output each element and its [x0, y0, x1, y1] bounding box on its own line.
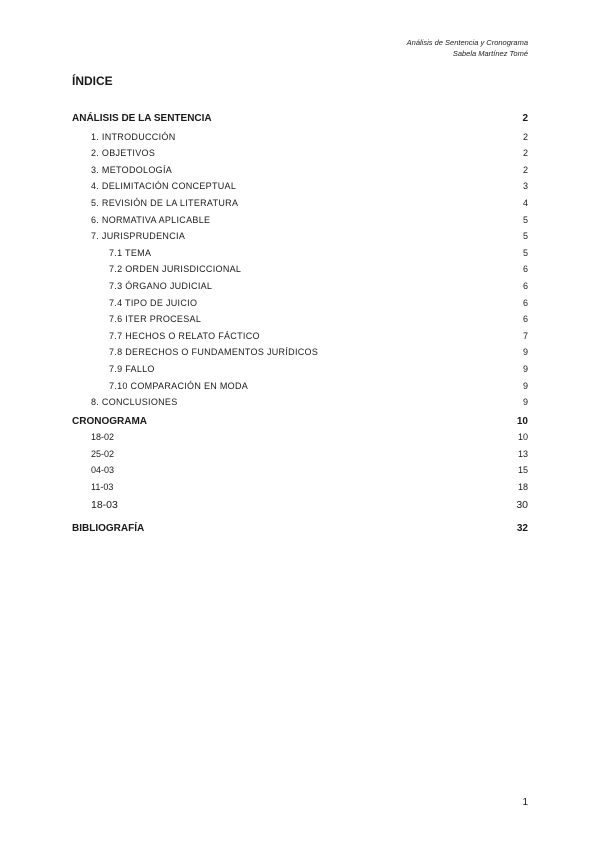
toc-entry-bibliografia[interactable] — [72, 523, 528, 540]
toc-page: 9 — [522, 347, 528, 358]
toc-entry[interactable] — [72, 449, 528, 466]
toc-label: 7.2 ORDEN JURISDICCIONAL — [109, 264, 242, 275]
running-header — [407, 37, 528, 59]
page-number: 1 — [522, 797, 528, 808]
toc-page: 18 — [517, 482, 528, 493]
toc-label: 18-02 — [91, 432, 115, 443]
toc-label: ANÁLISIS DE LA SENTENCIA — [72, 113, 212, 124]
toc-entry[interactable] — [72, 198, 528, 215]
toc-label: 7.1 TEMA — [109, 247, 152, 258]
table-of-contents — [72, 113, 528, 540]
toc-entry-conclusiones[interactable] — [72, 397, 528, 414]
toc-entry[interactable] — [72, 148, 528, 165]
header-author: Sabela Martínez Tomé — [452, 49, 528, 58]
toc-page: 3 — [522, 181, 528, 192]
toc-label: 7.10 COMPARACIÓN EN MODA — [109, 380, 249, 391]
toc-entry[interactable] — [72, 281, 528, 298]
toc-label: 7.4 TIPO DE JUICIO — [109, 297, 198, 308]
toc-page: 2 — [522, 131, 528, 142]
toc-label: 7.7 HECHOS O RELATO FÁCTICO — [109, 330, 260, 341]
toc-label: 8. CONCLUSIONES — [91, 397, 178, 408]
toc-entry[interactable] — [72, 231, 528, 248]
toc-page: 5 — [522, 231, 528, 242]
toc-page: 2 — [522, 113, 528, 124]
toc-page: 6 — [522, 264, 528, 275]
toc-page: 9 — [522, 397, 528, 408]
toc-page: 10 — [516, 415, 528, 427]
toc-entry[interactable] — [72, 215, 528, 232]
toc-entry[interactable] — [72, 132, 528, 149]
toc-entry-cronograma[interactable] — [72, 416, 528, 433]
toc-label: CRONOGRAMA — [72, 415, 147, 427]
toc-label: BIBLIOGRAFÍA — [72, 523, 145, 535]
toc-label: 04-03 — [91, 465, 115, 476]
toc-page: 4 — [522, 197, 528, 208]
toc-label: 25-02 — [91, 448, 115, 459]
toc-page: 9 — [522, 380, 528, 391]
toc-label: 7.3 ÓRGANO JUDICIAL — [109, 280, 213, 291]
toc-entry[interactable] — [72, 314, 528, 331]
page-title: ÍNDICE — [72, 74, 113, 88]
toc-label: 2. OBJETIVOS — [91, 148, 156, 159]
toc-page: 5 — [522, 214, 528, 225]
toc-page: 6 — [522, 297, 528, 308]
toc-page: 6 — [522, 280, 528, 291]
toc-page: 2 — [522, 164, 528, 175]
header-title: Análisis de Sentencia y Cronograma — [406, 38, 528, 47]
toc-page: 15 — [517, 465, 528, 476]
toc-entry[interactable] — [72, 181, 528, 198]
toc-label: 1. INTRODUCCIÓN — [91, 131, 176, 142]
toc-entry[interactable] — [72, 248, 528, 265]
toc-page: 13 — [517, 448, 528, 459]
toc-entry[interactable] — [72, 482, 528, 499]
toc-page: 9 — [522, 363, 528, 374]
toc-page: 10 — [517, 432, 528, 443]
toc-entry[interactable] — [72, 499, 528, 516]
toc-entry[interactable] — [72, 347, 528, 364]
toc-entry[interactable] — [72, 432, 528, 449]
toc-page: 30 — [516, 498, 528, 511]
toc-page: 6 — [522, 314, 528, 325]
toc-entry[interactable] — [72, 165, 528, 182]
toc-label: 18-03 — [91, 498, 118, 511]
toc-entry[interactable] — [72, 381, 528, 398]
toc-page: 5 — [522, 247, 528, 258]
toc-page: 7 — [522, 330, 528, 341]
toc-entry[interactable] — [72, 298, 528, 315]
toc-label: 7.8 DERECHOS O FUNDAMENTOS JURÍDICOS — [109, 347, 319, 358]
toc-entry[interactable] — [72, 364, 528, 381]
toc-label: 6. NORMATIVA APLICABLE — [91, 214, 211, 225]
toc-label: 7.9 FALLO — [109, 363, 155, 374]
toc-label: 3. METODOLOGÍA — [91, 164, 173, 175]
toc-entry-analisis[interactable] — [72, 113, 528, 130]
toc-label: 11-03 — [91, 482, 114, 493]
toc-label: 7.6 ITER PROCESAL — [109, 314, 202, 325]
toc-label: 5. REVISIÓN DE LA LITERATURA — [91, 197, 239, 208]
toc-label: 4. DELIMITACIÓN CONCEPTUAL — [91, 181, 237, 192]
toc-page: 2 — [522, 148, 528, 159]
toc-entry[interactable] — [72, 331, 528, 348]
toc-label: 7. JURISPRUDENCIA — [91, 231, 186, 242]
toc-page: 32 — [516, 523, 528, 535]
toc-entry[interactable] — [72, 264, 528, 281]
toc-entry[interactable] — [72, 465, 528, 482]
